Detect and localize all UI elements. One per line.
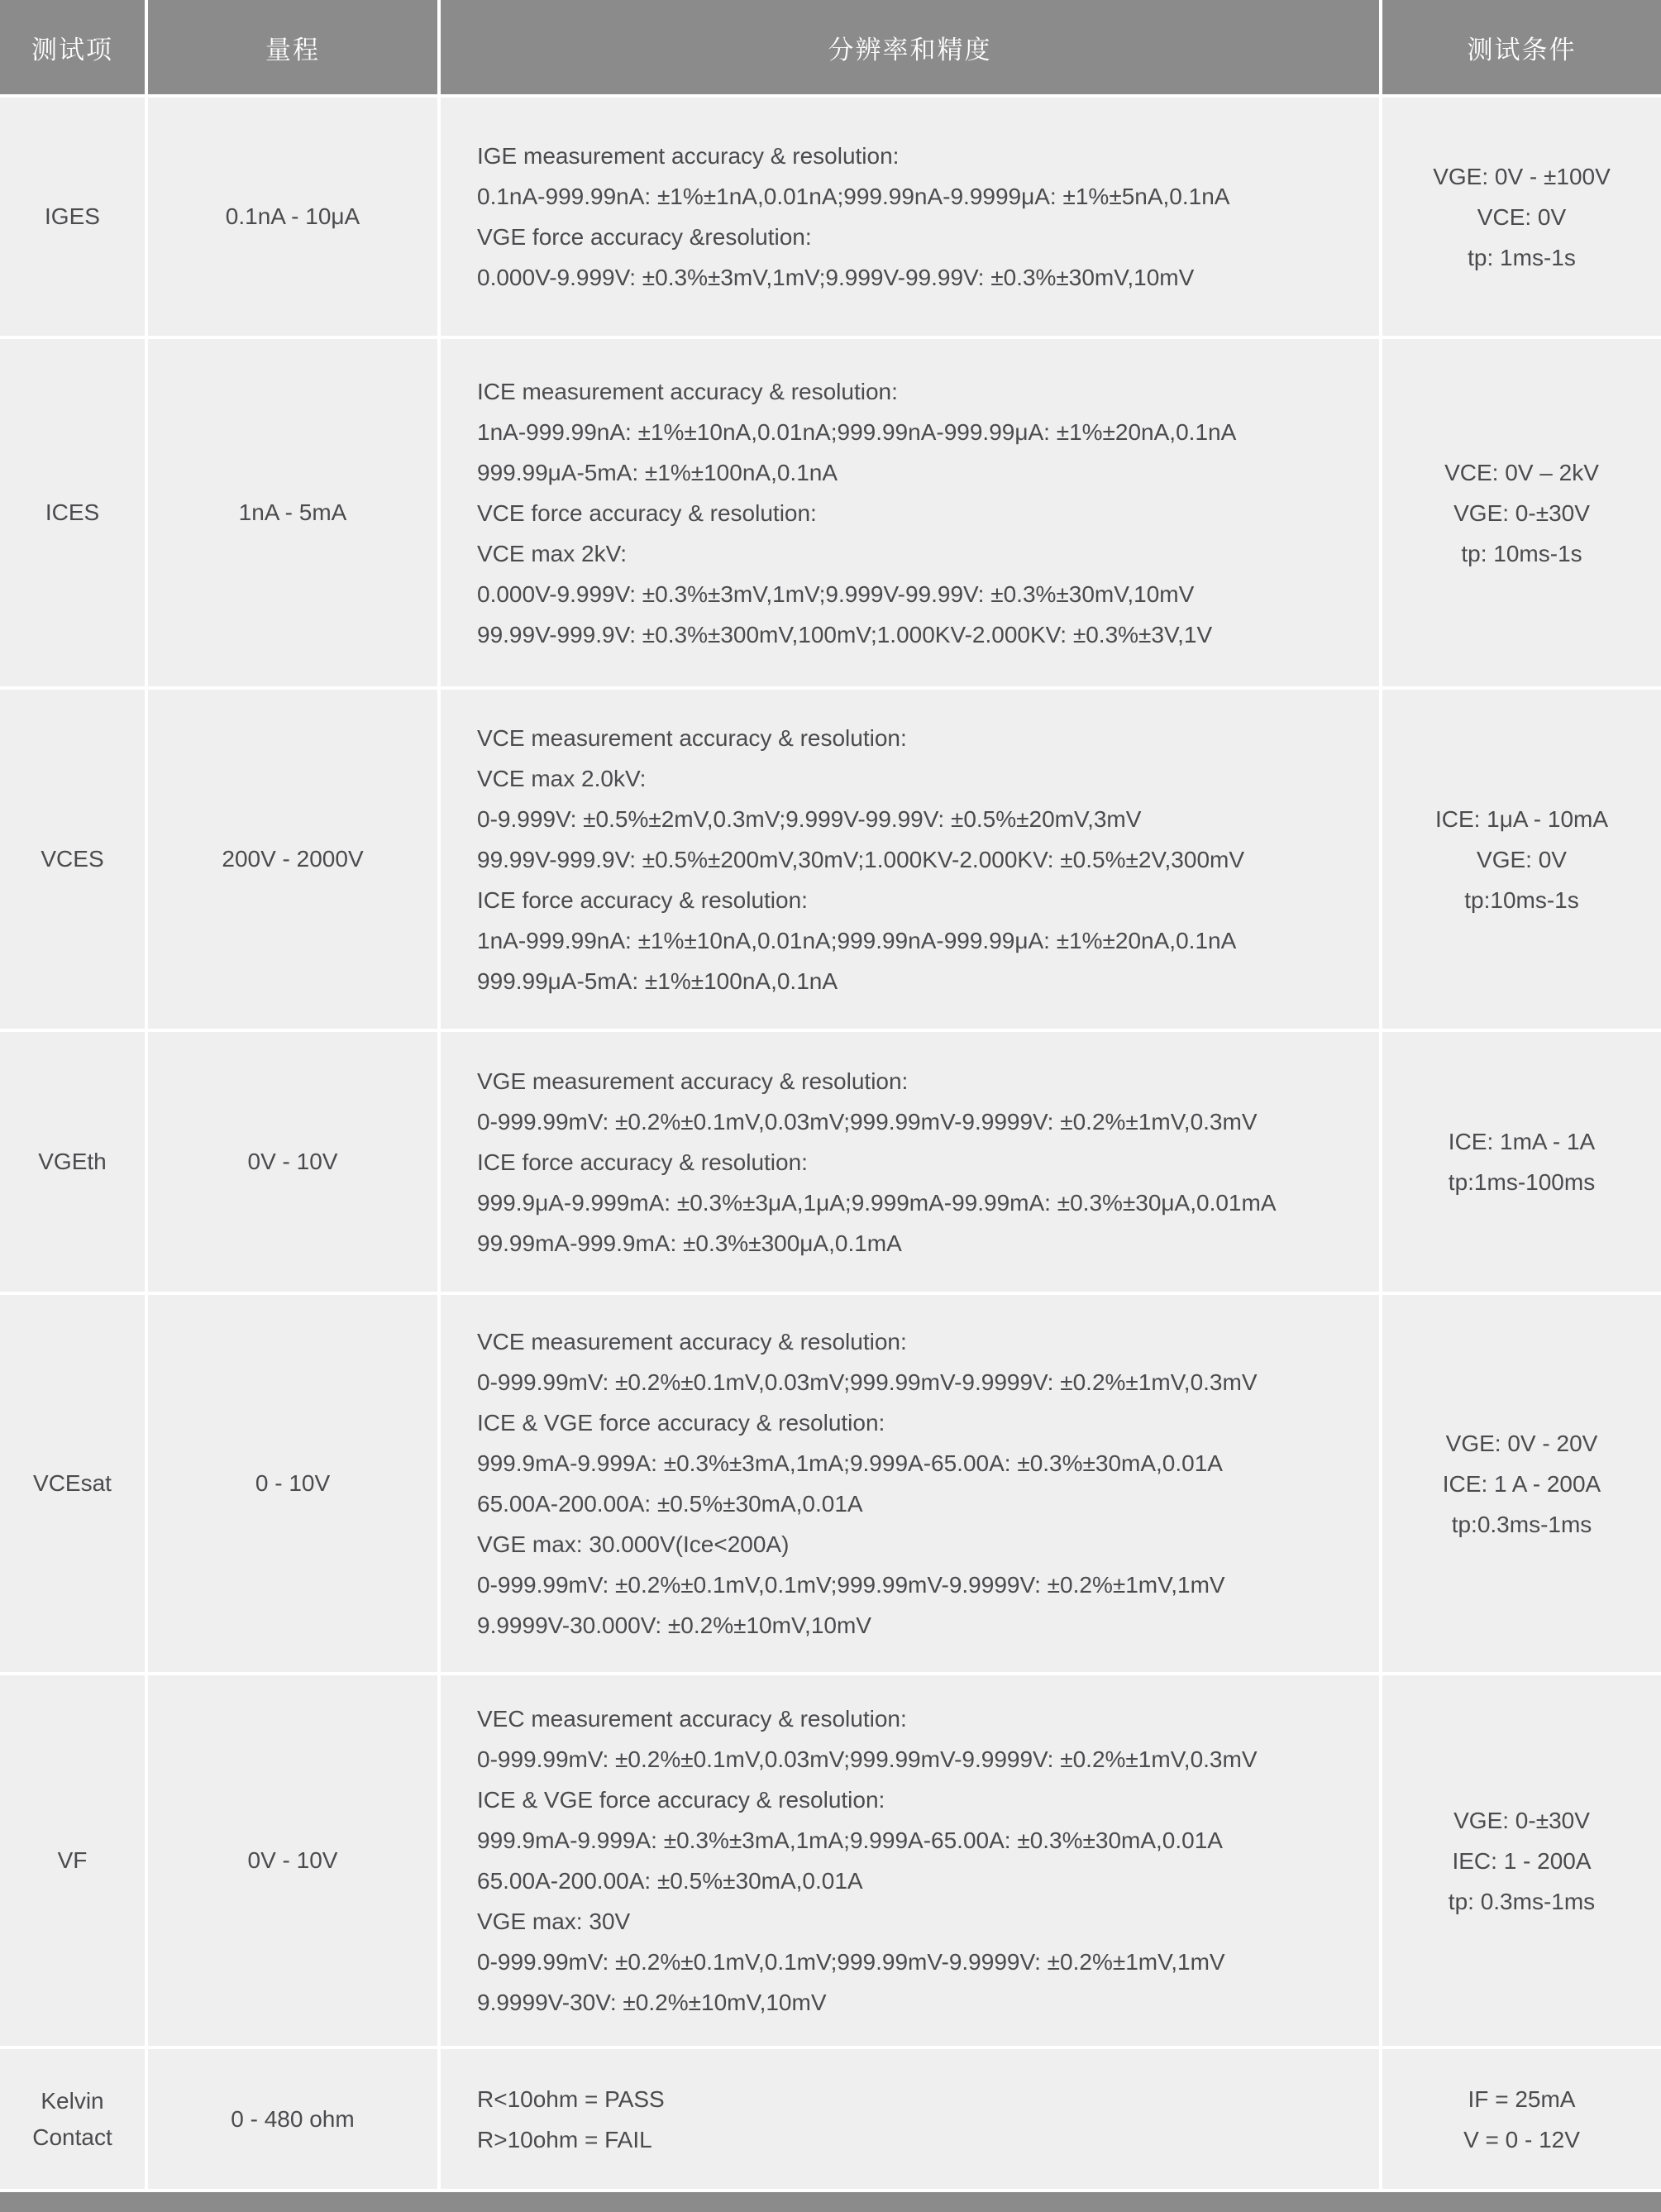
spec-line: 0-999.99mV: ±0.2%±0.1mV,0.1mV;999.99mV-9.9999V: ±0.2%±1mV,1mV [477, 1572, 1225, 1598]
cell-test-conditions [1382, 2049, 1661, 2189]
cell-range [148, 690, 437, 1029]
cell-test-conditions [1382, 1295, 1661, 1672]
spec-line: 1nA-999.99nA: ±1%±10nA,0.01nA;999.99nA-999.99μA: ±1%±20nA,0.1nA [477, 418, 1237, 445]
condition-line: tp: 0.3ms-1ms [1448, 1888, 1596, 1914]
cell-resolution-accuracy [441, 339, 1379, 686]
header-range: 量程 [148, 0, 437, 94]
spec-line: VCE max 2.0kV: [477, 765, 647, 791]
header-test-conditions: 测试条件 [1382, 0, 1661, 94]
spec-line: 99.99V-999.9V: ±0.5%±200mV,30mV;1.000KV-2.000KV: ±0.5%±2V,300mV [477, 846, 1245, 872]
cell-test-item [0, 690, 145, 1029]
spec-line: VCE measurement accuracy & resolution: [477, 1329, 907, 1354]
cell-range [148, 98, 437, 336]
header-test-item: 测试项 [0, 0, 145, 94]
condition-line: VCE: 0V [1477, 203, 1567, 230]
footer-bar [0, 2192, 1661, 2212]
cell-test-item [0, 1295, 145, 1672]
spec-line: 0.1nA-999.99nA: ±1%±1nA,0.01nA;999.99nA-9.9999μA: ±1%±5nA,0.1nA [477, 184, 1230, 209]
test-item-label: VF [57, 1847, 88, 1873]
spec-line: 0-999.99mV: ±0.2%±0.1mV,0.03mV;999.99mV-9.9999V: ±0.2%±1mV,0.3mV [477, 1746, 1258, 1772]
cell-resolution-accuracy [441, 1675, 1379, 2046]
cell-test-item [0, 1675, 145, 2046]
spec-line: 0-9.999V: ±0.5%±2mV,0.3mV;9.999V-99.99V: ±0.5%±20mV,3mV [477, 805, 1142, 832]
cell-test-item [0, 339, 145, 686]
range-value: 0V - 10V [247, 1847, 338, 1873]
cell-test-item [0, 98, 145, 336]
condition-line: ICE: 1 A - 200A [1442, 1470, 1601, 1497]
spec-line: R<10ohm = PASS [477, 2085, 665, 2112]
spec-line: 999.9mA-9.999A: ±0.3%±3mA,1mA;9.999A-65.00A: ±0.3%±30mA,0.01A [477, 1450, 1223, 1476]
spec-line: 9.9999V-30V: ±0.2%±10mV,10mV [477, 1990, 827, 2015]
range-value: 0.1nA - 10μA [225, 203, 360, 229]
spec-line: ICE force accuracy & resolution: [477, 886, 808, 913]
cell-range [148, 339, 437, 686]
spec-line: 99.99mA-999.9mA: ±0.3%±300μA,0.1mA [477, 1230, 902, 1256]
condition-line: IF = 25mA [1468, 2085, 1576, 2112]
range-value: 0V - 10V [247, 1149, 338, 1174]
spec-line: ICE & VGE force accuracy & resolution: [477, 1787, 885, 1813]
condition-line: VGE: 0-±30V [1453, 499, 1590, 526]
condition-line: IEC: 1 - 200A [1452, 1847, 1592, 1874]
spec-line: VEC measurement accuracy & resolution: [477, 1706, 907, 1732]
cell-resolution-accuracy [441, 690, 1379, 1029]
cell-range [148, 1295, 437, 1672]
range-value: 0 - 480 ohm [231, 2105, 355, 2132]
test-item-label: ICES [45, 499, 100, 525]
spec-line: R>10ohm = FAIL [477, 2126, 652, 2152]
test-item-label: VGEth [38, 1149, 107, 1174]
spec-line: 999.9mA-9.999A: ±0.3%±3mA,1mA;9.999A-65.00A: ±0.3%±30mA,0.01A [477, 1827, 1223, 1853]
cell-test-item [0, 1032, 145, 1292]
condition-line: tp:0.3ms-1ms [1451, 1511, 1592, 1537]
cell-resolution-accuracy [441, 1295, 1379, 1672]
spec-line: 65.00A-200.00A: ±0.5%±30mA,0.01A [477, 1868, 863, 1894]
header-resolution-accuracy: 分辨率和精度 [441, 0, 1379, 94]
spec-line: 0-999.99mV: ±0.2%±0.1mV,0.03mV;999.99mV-9.9999V: ±0.2%±1mV,0.3mV [477, 1369, 1258, 1395]
range-value: 1nA - 5mA [238, 499, 347, 525]
condition-line: VGE: 0V - 20V [1445, 1430, 1598, 1456]
spec-line: 999.9μA-9.999mA: ±0.3%±3μA,1μA;9.999mA-99.99mA: ±0.3%±30μA,0.01mA [477, 1189, 1277, 1216]
spec-line: ICE measurement accuracy & resolution: [477, 378, 898, 404]
spec-line: VGE max: 30.000V(Ice<200A) [477, 1531, 790, 1557]
cell-range [148, 1675, 437, 2046]
spec-line: 999.99μA-5mA: ±1%±100nA,0.1nA [477, 967, 838, 994]
condition-line: tp:1ms-100ms [1448, 1169, 1596, 1195]
condition-line: VGE: 0V [1477, 846, 1567, 872]
spec-line: 65.00A-200.00A: ±0.5%±30mA,0.01A [477, 1491, 863, 1517]
cell-resolution-accuracy [441, 98, 1379, 336]
spec-line: 0.000V-9.999V: ±0.3%±3mV,1mV;9.999V-99.99V: ±0.3%±30mV,10mV [477, 580, 1195, 607]
cell-test-conditions [1382, 1675, 1661, 2046]
spec-line: ICE & VGE force accuracy & resolution: [477, 1410, 885, 1436]
spec-line: 0.000V-9.999V: ±0.3%±3mV,1mV;9.999V-99.99V: ±0.3%±30mV,10mV [477, 265, 1195, 290]
spec-line: 0-999.99mV: ±0.2%±0.1mV,0.03mV;999.99mV-9.9999V: ±0.2%±1mV,0.3mV [477, 1108, 1258, 1135]
spec-line: ICE force accuracy & resolution: [477, 1149, 808, 1175]
condition-line: tp: 1ms-1s [1468, 244, 1576, 270]
spec-line: VCE measurement accuracy & resolution: [477, 724, 907, 751]
spec-line: 999.99μA-5mA: ±1%±100nA,0.1nA [477, 459, 838, 485]
spec-line: 9.9999V-30.000V: ±0.2%±10mV,10mV [477, 1612, 871, 1638]
spec-line: VGE measurement accuracy & resolution: [477, 1068, 909, 1094]
condition-line: ICE: 1mA - 1A [1448, 1129, 1596, 1154]
range-value: 200V - 2000V [222, 846, 364, 872]
cell-resolution-accuracy [441, 1032, 1379, 1292]
spec-line: VGE max: 30V [477, 1909, 631, 1934]
test-item-label: VCES [41, 846, 104, 872]
cell-test-conditions [1382, 690, 1661, 1029]
condition-line: ICE: 1μA - 10mA [1434, 805, 1609, 832]
test-item-label: IGES [45, 203, 100, 229]
spec-line: VCE force accuracy & resolution: [477, 499, 817, 526]
spec-line: 1nA-999.99nA: ±1%±10nA,0.01nA;999.99nA-999.99μA: ±1%±20nA,0.1nA [477, 927, 1237, 953]
cell-test-conditions [1382, 1032, 1661, 1292]
cell-range [148, 2049, 437, 2189]
condition-line: V = 0 - 12V [1463, 2126, 1580, 2152]
test-item-label: Kelvin Contact [32, 2087, 112, 2150]
condition-line: tp:10ms-1s [1464, 886, 1579, 913]
cell-range [148, 1032, 437, 1292]
spec-line: 99.99V-999.9V: ±0.3%±300mV,100mV;1.000KV-2.000KV: ±0.3%±3V,1V [477, 621, 1213, 647]
spec-line: 0-999.99mV: ±0.2%±0.1mV,0.1mV;999.99mV-9.9999V: ±0.2%±1mV,1mV [477, 1949, 1225, 1975]
spec-line: VCE max 2kV: [477, 540, 628, 566]
range-value: 0 - 10V [255, 1470, 331, 1496]
condition-line: VGE: 0-±30V [1453, 1807, 1590, 1833]
cell-resolution-accuracy [441, 2049, 1379, 2189]
spec-line: IGE measurement accuracy & resolution: [477, 143, 900, 169]
spec-line: VGE force accuracy &resolution: [477, 224, 812, 250]
condition-line: VCE: 0V – 2kV [1444, 459, 1599, 485]
condition-line: tp: 10ms-1s [1461, 540, 1582, 566]
condition-line: VGE: 0V - ±100V [1433, 163, 1611, 189]
test-item-label: VCEsat [33, 1470, 112, 1496]
cell-test-conditions [1382, 339, 1661, 686]
cell-test-conditions [1382, 98, 1661, 336]
cell-test-item [0, 2049, 145, 2189]
